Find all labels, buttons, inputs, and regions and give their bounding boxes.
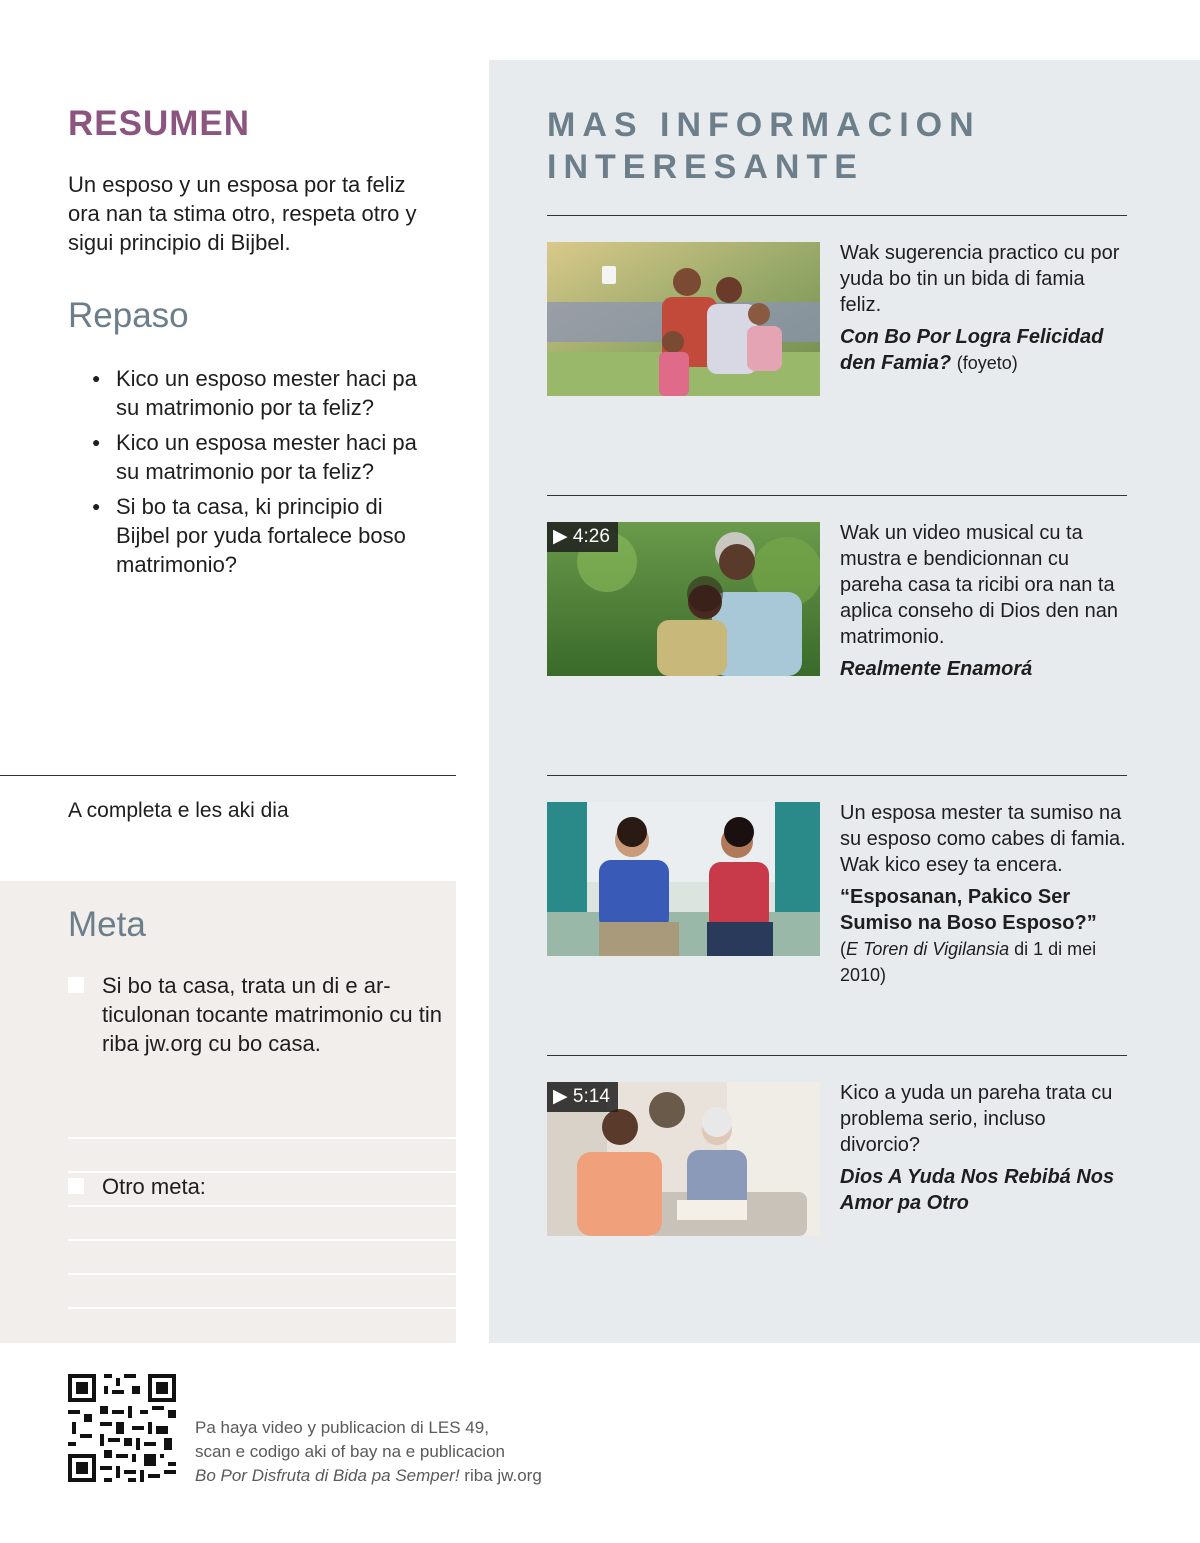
item-description: Un esposa mester ta sumiso na su esposo como cabes di famia. Wak kico esey ta encera. (840, 802, 1126, 876)
more-info-item (840, 520, 1120, 682)
video-duration-badge (547, 1082, 618, 1112)
write-line[interactable] (68, 1239, 456, 1241)
item-description: Wak un video musical cu ta mustra e bendicionnan cu pareha casa ta ricibi ora nan ta aplica conseho di Dios den nan matrimonio. (840, 522, 1118, 648)
item-note (840, 936, 1130, 988)
play-icon: ▶ (553, 1086, 568, 1107)
write-line[interactable] (68, 1205, 456, 1207)
publication-title[interactable]: Bo Por Disfruta di Bida pa Semper! (195, 1466, 460, 1485)
family-photo-thumbnail[interactable] (547, 242, 820, 396)
item-link[interactable] (840, 324, 1120, 376)
repaso-question: ● Kico un esposa mester haci pa su matrimonio por ta feliz? (92, 428, 442, 486)
play-icon: ▶ (553, 526, 568, 547)
goal-item (68, 971, 452, 1058)
video-duration: 5:14 (572, 1086, 610, 1107)
divider (547, 215, 1127, 216)
write-line[interactable] (68, 1307, 456, 1309)
video-duration: 4:26 (572, 526, 610, 547)
couple-talking-image (547, 802, 820, 956)
goal-checkbox[interactable] (68, 977, 84, 993)
item-title[interactable]: Con Bo Por Logra Felicidad den Famia? (840, 326, 1104, 374)
footer-line: scan e codigo aki of bay na e publicacion (195, 1442, 505, 1461)
repaso-heading: Repaso (68, 296, 189, 335)
item-title[interactable]: “Esposanan, Pakico Ser Sumiso na Boso Esposo?” (840, 886, 1097, 934)
footer-site[interactable]: riba jw.org (459, 1466, 542, 1485)
goal-text: Si bo ta casa, trata un di e ar-ticulonan tocante matrimonio cu tin riba jw.org cu bo casa. (102, 973, 442, 1056)
item-note: (foyeto) (956, 353, 1018, 373)
divider (547, 775, 1127, 776)
goal-text: Otro meta: (102, 1174, 206, 1199)
divider (0, 775, 456, 776)
divider (547, 1055, 1127, 1056)
footer-line: Pa haya video y publicacion di LES 49, (195, 1418, 489, 1437)
write-line[interactable] (68, 1273, 456, 1275)
meta-panel (0, 881, 456, 1343)
footer-line (195, 1464, 695, 1488)
repaso-list (92, 364, 442, 585)
meta-heading: Meta (68, 905, 146, 944)
more-info-heading (547, 104, 981, 188)
article-thumbnail[interactable] (547, 802, 820, 956)
more-info-heading-line: INTERESANTE (547, 148, 864, 186)
item-description: Wak sugerencia practico cu por yuda bo tin un bida di famia feliz. (840, 242, 1120, 316)
repaso-question: ● Kico un esposo mester haci pa su matrimonio por ta feliz? (92, 364, 442, 422)
family-selfie-image (547, 242, 820, 396)
resumen-heading: RESUMEN (68, 104, 251, 143)
note-date: di 1 di mei 2010) (840, 939, 1097, 985)
video-thumbnail[interactable] (547, 522, 820, 676)
goal-item (68, 1172, 452, 1201)
write-line[interactable] (68, 1171, 456, 1173)
resumen-text: Un esposo y un esposa por ta feliz ora nan ta stima otro, respeta otro y sigui principio di Bijbel. (68, 172, 417, 255)
more-info-heading-line: MAS INFORMACION (547, 106, 981, 144)
video-duration-badge (547, 522, 618, 552)
completion-text: A completa e les aki dia (68, 799, 289, 822)
item-title[interactable]: Realmente Enamorá (840, 658, 1033, 680)
write-line[interactable] (68, 1137, 456, 1139)
note-publication: E Toren di Vigilansia (846, 939, 1010, 959)
item-title[interactable]: Dios A Yuda Nos Rebibá Nos Amor pa Otro (840, 1166, 1115, 1214)
qr-code-icon[interactable] (68, 1374, 176, 1482)
footer-note (195, 1416, 695, 1488)
repaso-question: ● Si bo ta casa, ki principio di Bijbel por yuda fortalece boso matrimonio? (92, 492, 442, 579)
goal-checkbox[interactable] (68, 1178, 84, 1194)
divider (547, 495, 1127, 496)
more-info-item (840, 1080, 1120, 1216)
qr-code-graphic (68, 1374, 176, 1482)
more-info-item (840, 240, 1120, 376)
note-paren: ( (840, 939, 846, 959)
item-description: Kico a yuda un pareha trata cu problema serio, incluso divorcio? (840, 1082, 1113, 1156)
more-info-item (840, 800, 1130, 988)
video-thumbnail[interactable] (547, 1082, 820, 1236)
